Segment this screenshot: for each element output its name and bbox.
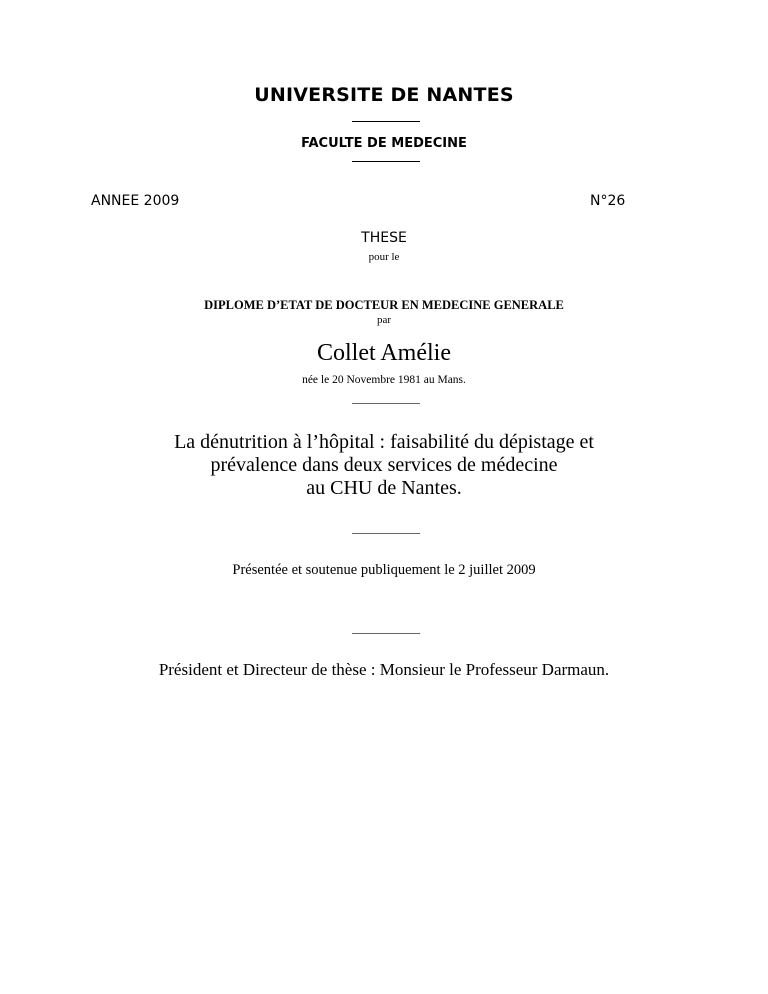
par-text: par: [376, 314, 392, 326]
title-line-2: prévalence dans deux services de médecine: [210, 454, 558, 476]
divider-1: [352, 121, 420, 122]
year-label: ANNEE 2009: [91, 193, 180, 209]
divider-4: [352, 533, 420, 534]
divider-2: [352, 161, 420, 162]
president-line: Président et Directeur de thèse : Monsieur le Professeur Darmaun.: [158, 660, 610, 679]
title-line-1: La dénutrition à l’hôpital : faisabilité du dépistage et: [174, 431, 594, 453]
divider-3: [352, 403, 420, 404]
presentation-date: Présentée et soutenue publiquement le 2 juillet 2009: [232, 562, 536, 578]
thesis-title: [0, 431, 768, 500]
title-line-3: au CHU de Nantes.: [306, 477, 462, 499]
thesis-label: THESE: [361, 230, 407, 246]
university-name: UNIVERSITE DE NANTES: [254, 84, 514, 106]
faculty-name: FACULTE DE MEDECINE: [301, 136, 467, 151]
author-name: Collet Amélie: [317, 340, 451, 366]
pour-le-text: pour le: [368, 251, 400, 263]
birth-info: née le 20 Novembre 1981 au Mans.: [302, 374, 466, 386]
diploma-title: DIPLOME D’ETAT DE DOCTEUR EN MEDECINE GENERALE: [204, 298, 564, 312]
thesis-number: N°26: [590, 193, 626, 209]
divider-5: [352, 633, 420, 634]
